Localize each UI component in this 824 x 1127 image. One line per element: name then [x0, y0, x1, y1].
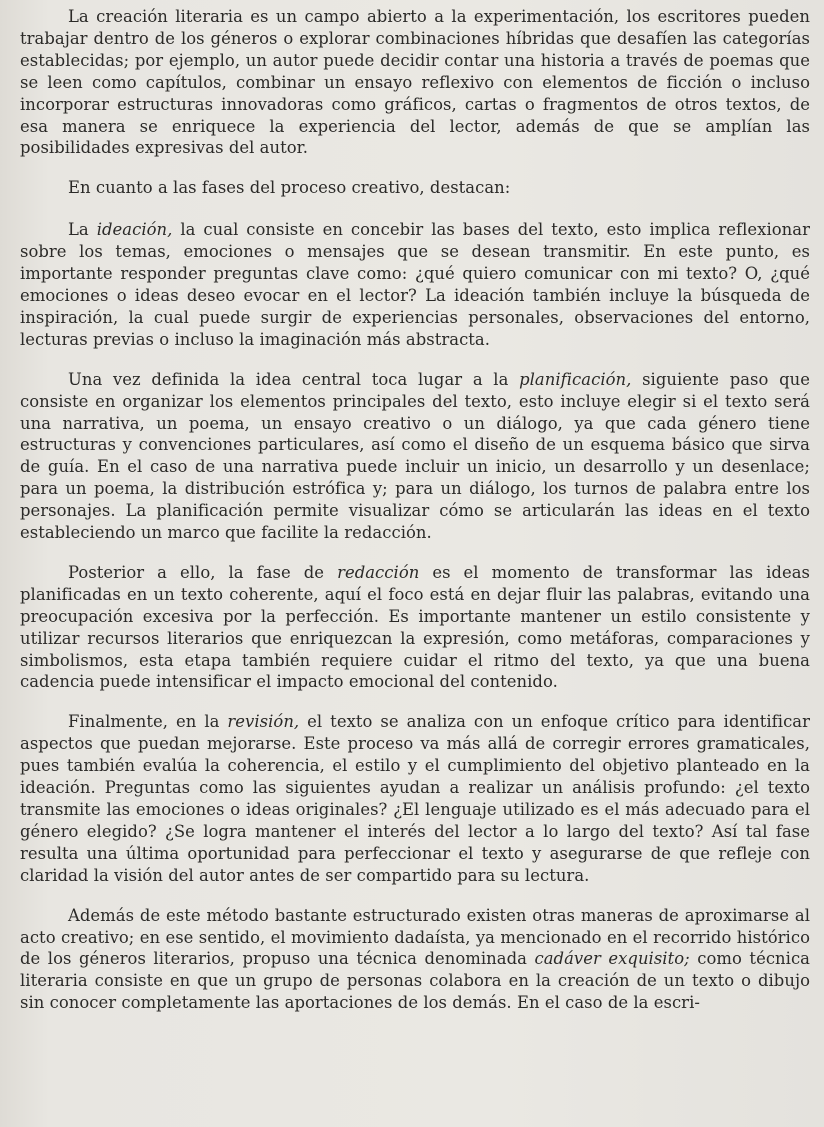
paragraph-text: La: [68, 220, 97, 240]
paragraph-text: Finalmente, en la: [68, 712, 228, 732]
paragraph-planificacion: [20, 369, 810, 544]
paragraph-revision: [20, 711, 810, 886]
term-ideacion: ideación,: [96, 220, 173, 240]
paragraph-text: siguiente paso que consiste en organizar los elementos principales del texto, esto incluye elegir si el texto será una narrativa, un poema, un ensayo creativo o un diálogo, ya que cada género tiene estructuras y convenciones particulares, así como el diseño de un esquema básico que sirva de guía. En el caso de una narrativa puede incluir un inicio, un desarrollo y un desenlace; para un poema, la distribución estrófica y; para un diálogo, los turnos de palabra entre los personajes. La planificación permite visualizar cómo se articularán las ideas en el texto estableciendo un marco que facilite la redacción.: [20, 369, 810, 543]
paragraph-fases-intro: [20, 177, 810, 199]
paragraph-text: Posterior a ello, la fase de: [68, 562, 338, 582]
paragraph-text: el texto se analiza con un enfoque crítico para identificar aspectos que puedan mejorarse. Este proceso va más allá de corregir errores gramaticales, pues también evalúa la coherencia, el estilo y el cumplimiento del objetivo planteado en la ideación. Preguntas como las siguientes ayudan a realizar un análisis profundo: ¿el texto transmite las emociones o ideas originales? ¿El lenguaje utilizado es el más adecuado para el género elegido? ¿Se logra mantener el interés del lector a lo largo del texto? Así tal fase resulta una última oportunidad para perfeccionar el texto y asegurarse de que refleje con claridad la visión del autor antes de ser compartido para su lectura.: [20, 712, 811, 885]
paragraph-text: La creación literaria es un campo abierto a la experimentación, los escritores pueden trabajar dentro de los géneros o explorar combinaciones híbridas que desafíen las categorías establecidas; por ejemplo, un autor puede decidir contar una historia a través de poemas que se leen como capítulos, combinar un ensayo reflexivo con elementos de ficción o incluso incorporar estructuras innovadoras como gráficos, cartas o fragmentos de otros textos, de esa manera se enriquece la experiencia del lector, además de que se amplían las posibilidades expresivas del autor.: [20, 7, 810, 158]
term-redaccion: redacción: [337, 562, 420, 582]
paragraph-text: como técnica literaria consiste en que un grupo de personas colabora en la creación de un texto o dibujo sin conocer completamente las aportaciones de los demás. En el caso de la escri-: [20, 949, 810, 1013]
paragraph-redaccion: [20, 562, 810, 693]
paragraph-text: la cual consiste en concebir las bases del texto, esto implica reflexionar sobre los temas, emociones o mensajes que se desean transmitir. En este punto, es importante responder preguntas clave como: ¿qué quiero comunicar con mi texto? O, ¿qué emociones o ideas deseo evocar en el lector? La ideación también incluye la búsqueda de inspiración, la cual puede surgir de experiencias personales, observaciones del entorno, lecturas previas o incluso la imaginación más abstracta.: [20, 220, 810, 349]
term-planificacion: planificación,: [519, 369, 632, 389]
paragraph-text: Una vez definida la idea central toca lugar a la: [68, 369, 520, 389]
term-cadaver-exquisito: cadáver exquisito;: [534, 949, 690, 969]
paragraph-creacion-literaria: [20, 6, 810, 159]
paragraph-ideacion: [20, 219, 810, 350]
paragraph-cadaver-exquisito: [20, 905, 810, 1015]
paragraph-text: Además de este método bastante estructurado existen otras maneras de aproximarse al acto creativo; en ese sentido, el movimiento dadaísta, ya mencionado en el recorrido histórico de los géneros literarios, propuso una técnica denominada: [20, 905, 810, 969]
paragraph-text: En cuanto a las fases del proceso creativo, destacan:: [68, 178, 511, 198]
paragraph-text: es el momento de transformar las ideas planificadas en un texto coherente, aquí el foco está en dejar fluir las palabras, evitando una preocupación excesiva por la perfección. Es importante mantener un estilo consistente y utilizar recursos literarios que enriquezcan la expresión, como metáforas, comparaciones y simbolismos, esta etapa también requiere cuidar el ritmo del texto, ya que una buena cadencia puede intensificar el impacto emocional del contenido.: [20, 562, 810, 692]
term-revision: revisión,: [227, 712, 300, 732]
